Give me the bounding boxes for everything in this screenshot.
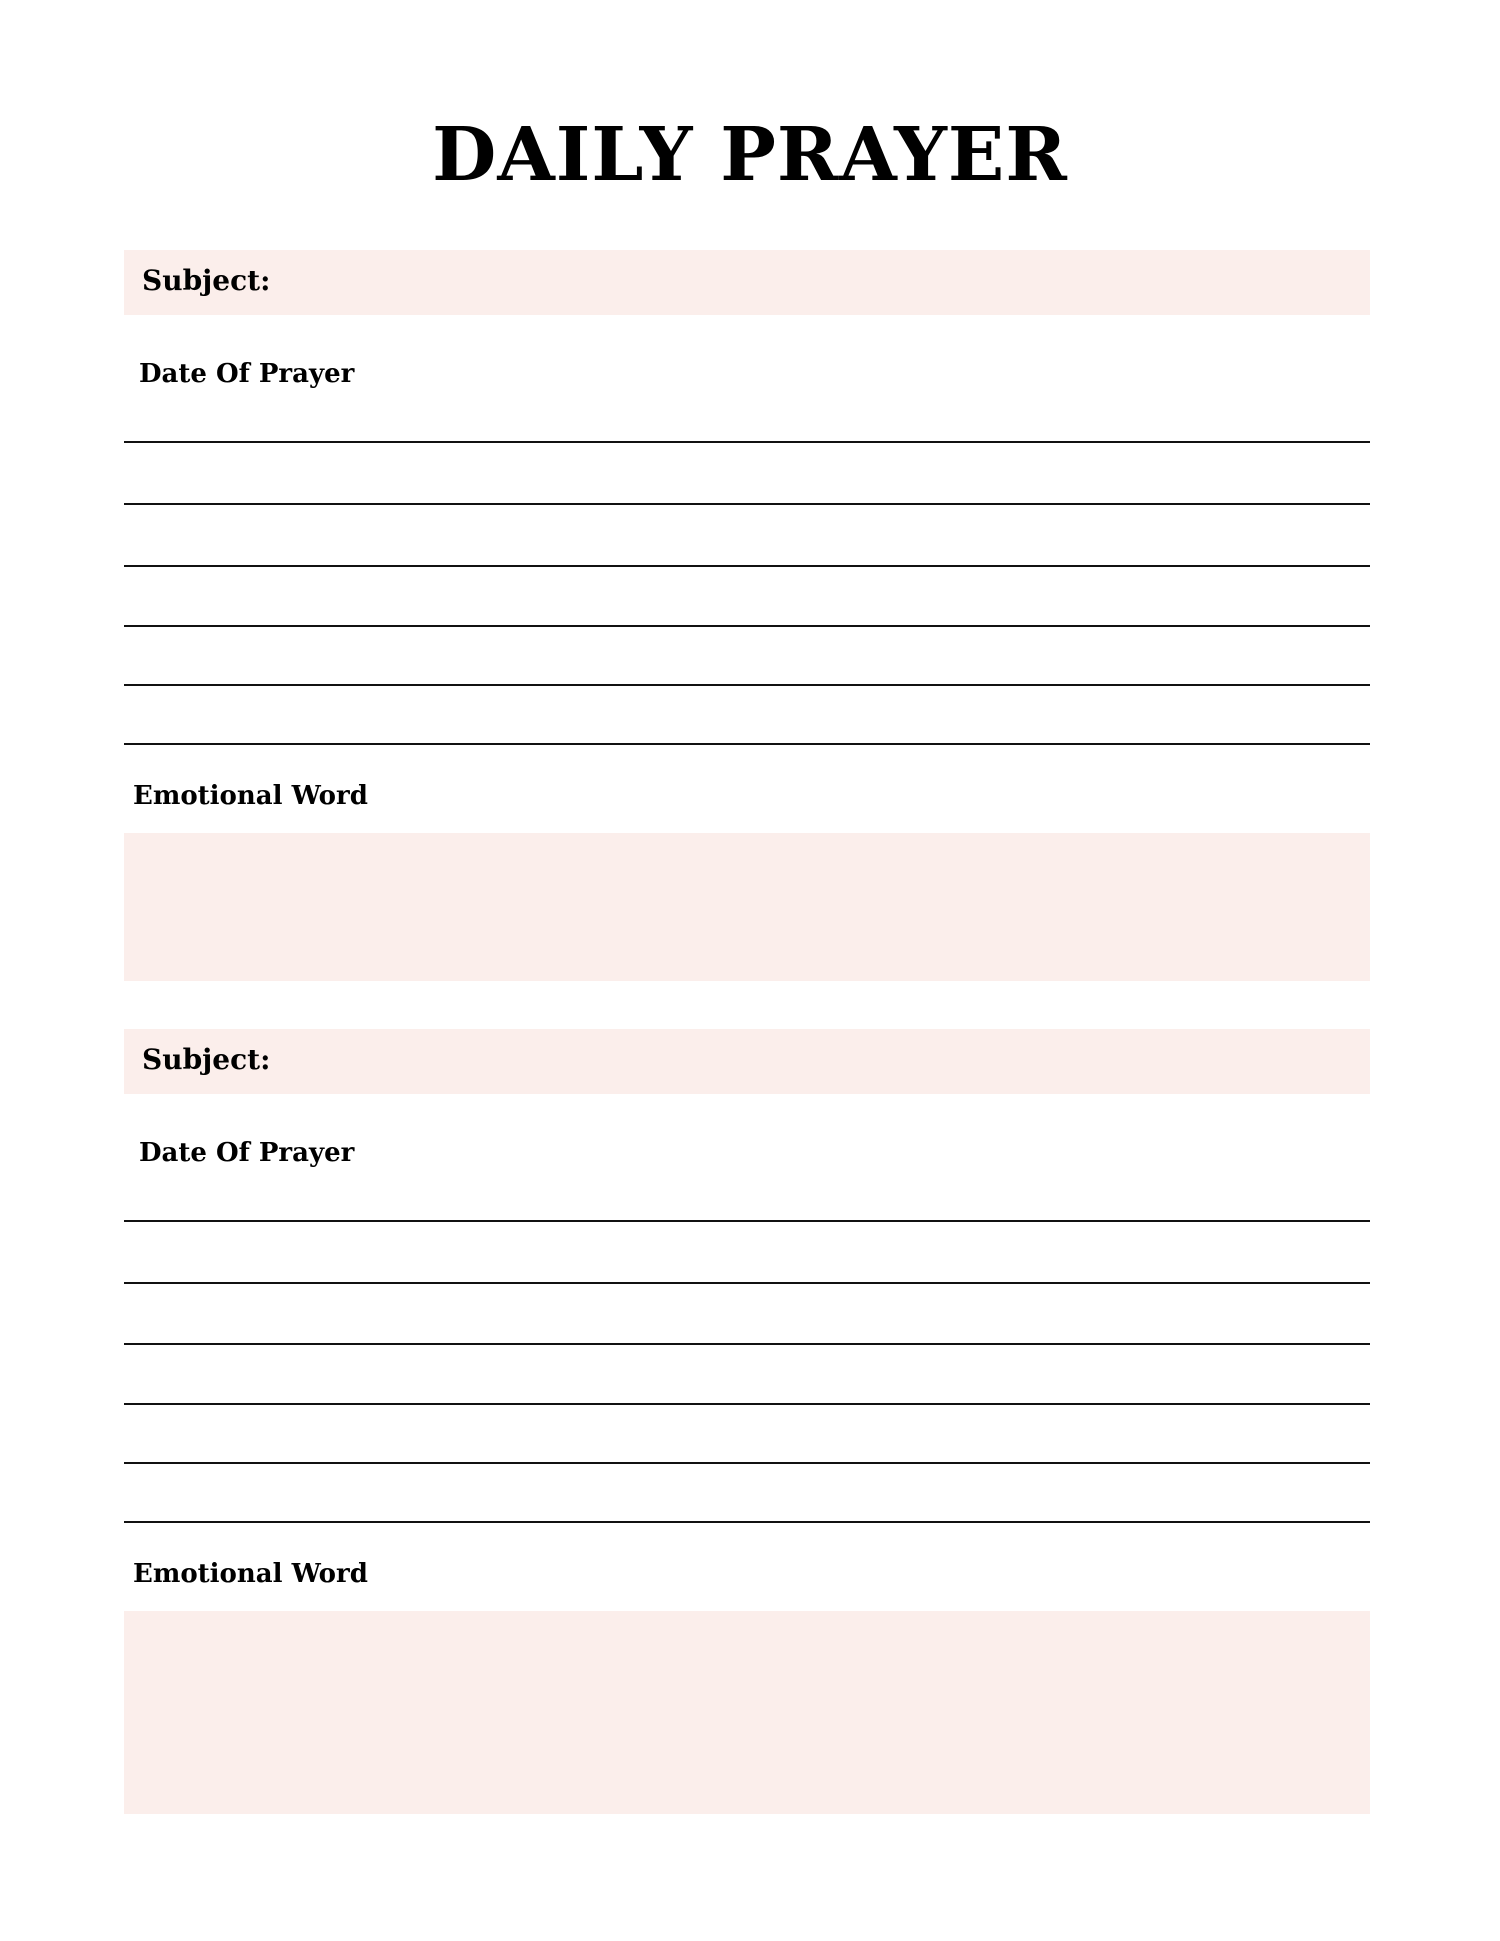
writing-line[interactable] <box>124 565 1370 567</box>
emotional-word-label: Emotional Word <box>133 781 368 811</box>
writing-line[interactable] <box>124 625 1370 627</box>
subject-field-2[interactable] <box>124 1029 1370 1094</box>
writing-line[interactable] <box>124 1343 1370 1345</box>
subject-label: Subject: <box>142 264 271 297</box>
writing-line[interactable] <box>124 1282 1370 1284</box>
writing-line[interactable] <box>124 503 1370 505</box>
emotional-word-label: Emotional Word <box>133 1559 368 1589</box>
writing-line[interactable] <box>124 1403 1370 1405</box>
subject-field-1[interactable] <box>124 250 1370 315</box>
subject-label: Subject: <box>142 1043 271 1076</box>
date-of-prayer-label: Date Of Prayer <box>139 359 355 389</box>
writing-line[interactable] <box>124 1521 1370 1523</box>
writing-line[interactable] <box>124 743 1370 745</box>
writing-line[interactable] <box>124 1220 1370 1222</box>
date-of-prayer-label: Date Of Prayer <box>139 1138 355 1168</box>
writing-line[interactable] <box>124 684 1370 686</box>
page-title: DAILY PRAYER <box>432 112 1068 198</box>
emotional-word-box[interactable] <box>124 833 1370 981</box>
writing-line[interactable] <box>124 1462 1370 1464</box>
writing-line[interactable] <box>124 441 1370 443</box>
emotional-word-box[interactable] <box>124 1611 1370 1814</box>
